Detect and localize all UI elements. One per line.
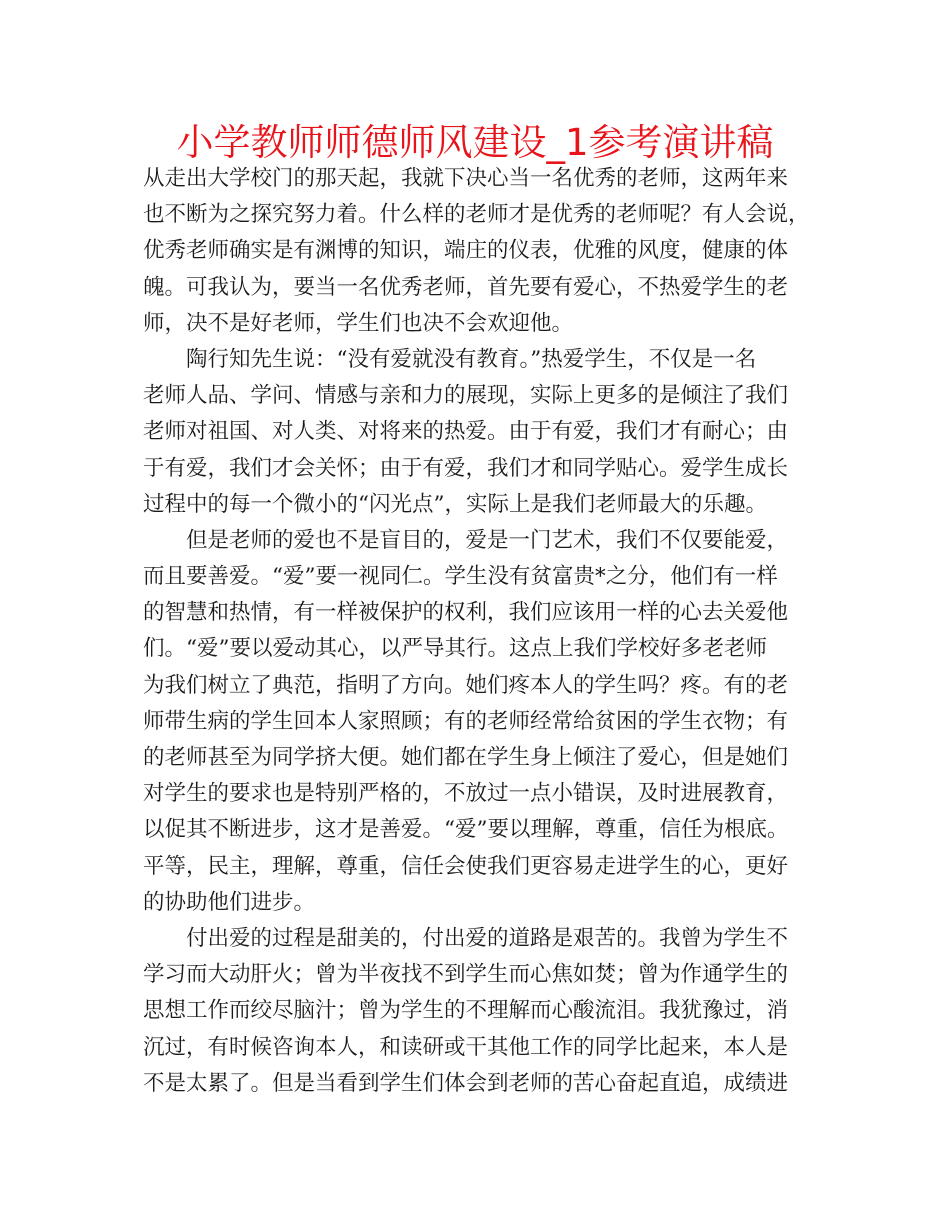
paragraph-line: 的智慧和热情，有一样被保护的权利，我们应该用一样的心去关爱他 — [143, 600, 789, 626]
paragraph-line: 们。“爱”要以爱动其心，以严导其行。这点上我们学校好多老老师 — [143, 636, 767, 662]
paragraph-line: 优秀老师确实是有渊博的知识，端庄的仪表，优雅的风度，健康的体 — [143, 238, 789, 264]
paragraph-line: 师带生病的学生回本人家照顾；有的老师经常给贫困的学生衣物；有 — [143, 708, 789, 734]
paragraph-line: 但是老师的爱也不是盲目的，爱是一门艺术，我们不仅要能爱， — [186, 527, 789, 553]
paragraph-line: 的协助他们进步。 — [143, 889, 316, 915]
paragraph-line: 以促其不断进步，这才是善爱。“爱”要以理解，尊重，信任为根底。 — [143, 817, 789, 843]
paragraph-line: 的老师甚至为同学挤大便。她们都在学生身上倾注了爱心，但是她们 — [143, 745, 789, 770]
document-body — [143, 161, 828, 1102]
paragraph — [143, 161, 828, 342]
paragraph-line: 平等，民主，理解，尊重，信任会使我们更容易走进学生的心，更好 — [143, 853, 789, 879]
paragraph-line: 从走出大学校门的那天起，我就下决心当一名优秀的老师，这两年来 — [143, 166, 789, 191]
paragraph-line: 付出爱的过程是甜美的，付出爱的道路是艰苦的。我曾为学生不 — [186, 925, 789, 951]
paragraph — [143, 921, 828, 1102]
paragraph-line: 对学生的要求也是特别严格的，不放过一点小错误，及时进展教育， — [143, 781, 789, 807]
paragraph-line: 而且要善爱。“爱”要一视同仁。学生没有贫富贵*之分，他们有一样 — [143, 564, 778, 590]
paragraph-line: 沉过，有时候咨询本人，和读研或干其他工作的同学比起来，本人是 — [143, 1034, 789, 1060]
paragraph-line: 师，决不是好老师，学生们也决不会欢迎他。 — [143, 310, 574, 336]
document-title: 小学教师师德师风建设_1参考演讲稿 — [176, 121, 774, 164]
paragraph-line: 为我们树立了典范，指明了方向。她们疼本人的学生吗？疼。有的老 — [143, 672, 789, 698]
paragraph-line: 不是太累了。但是当看到学生们体会到老师的苦心奋起直追，成绩进 — [143, 1070, 789, 1096]
paragraph-line: 也不断为之探究努力着。什么样的老师才是优秀的老师呢？有人会说， — [143, 202, 810, 228]
paragraph-line: 学习而大动肝火；曾为半夜找不到学生而心焦如焚；曾为作通学生的 — [143, 962, 789, 988]
paragraph-line: 思想工作而绞尽脑汁；曾为学生的不理解而心酸流泪。我犹豫过，消 — [143, 998, 789, 1024]
paragraph-line: 老师人品、学问、情感与亲和力的展现，实际上更多的是倾注了我们 — [143, 383, 789, 409]
paragraph — [143, 342, 828, 523]
paragraph — [143, 523, 828, 921]
paragraph-line: 魄。可我认为，要当一名优秀老师，首先要有爱心，不热爱学生的老 — [143, 274, 789, 300]
paragraph-line: 于有爱，我们才会关怀；由于有爱，我们才和同学贴心。爱学生成长 — [143, 455, 789, 481]
paragraph-line: 陶行知先生说：“没有爱就没有教育。”热爱学生，不仅是一名 — [186, 346, 757, 372]
paragraph-line: 过程中的每一个微小的“闪光点”，实际上是我们老师最大的乐趣。 — [143, 491, 767, 517]
paragraph-line: 老师对祖国、对人类、对将来的热爱。由于有爱，我们才有耐心；由 — [143, 419, 789, 445]
